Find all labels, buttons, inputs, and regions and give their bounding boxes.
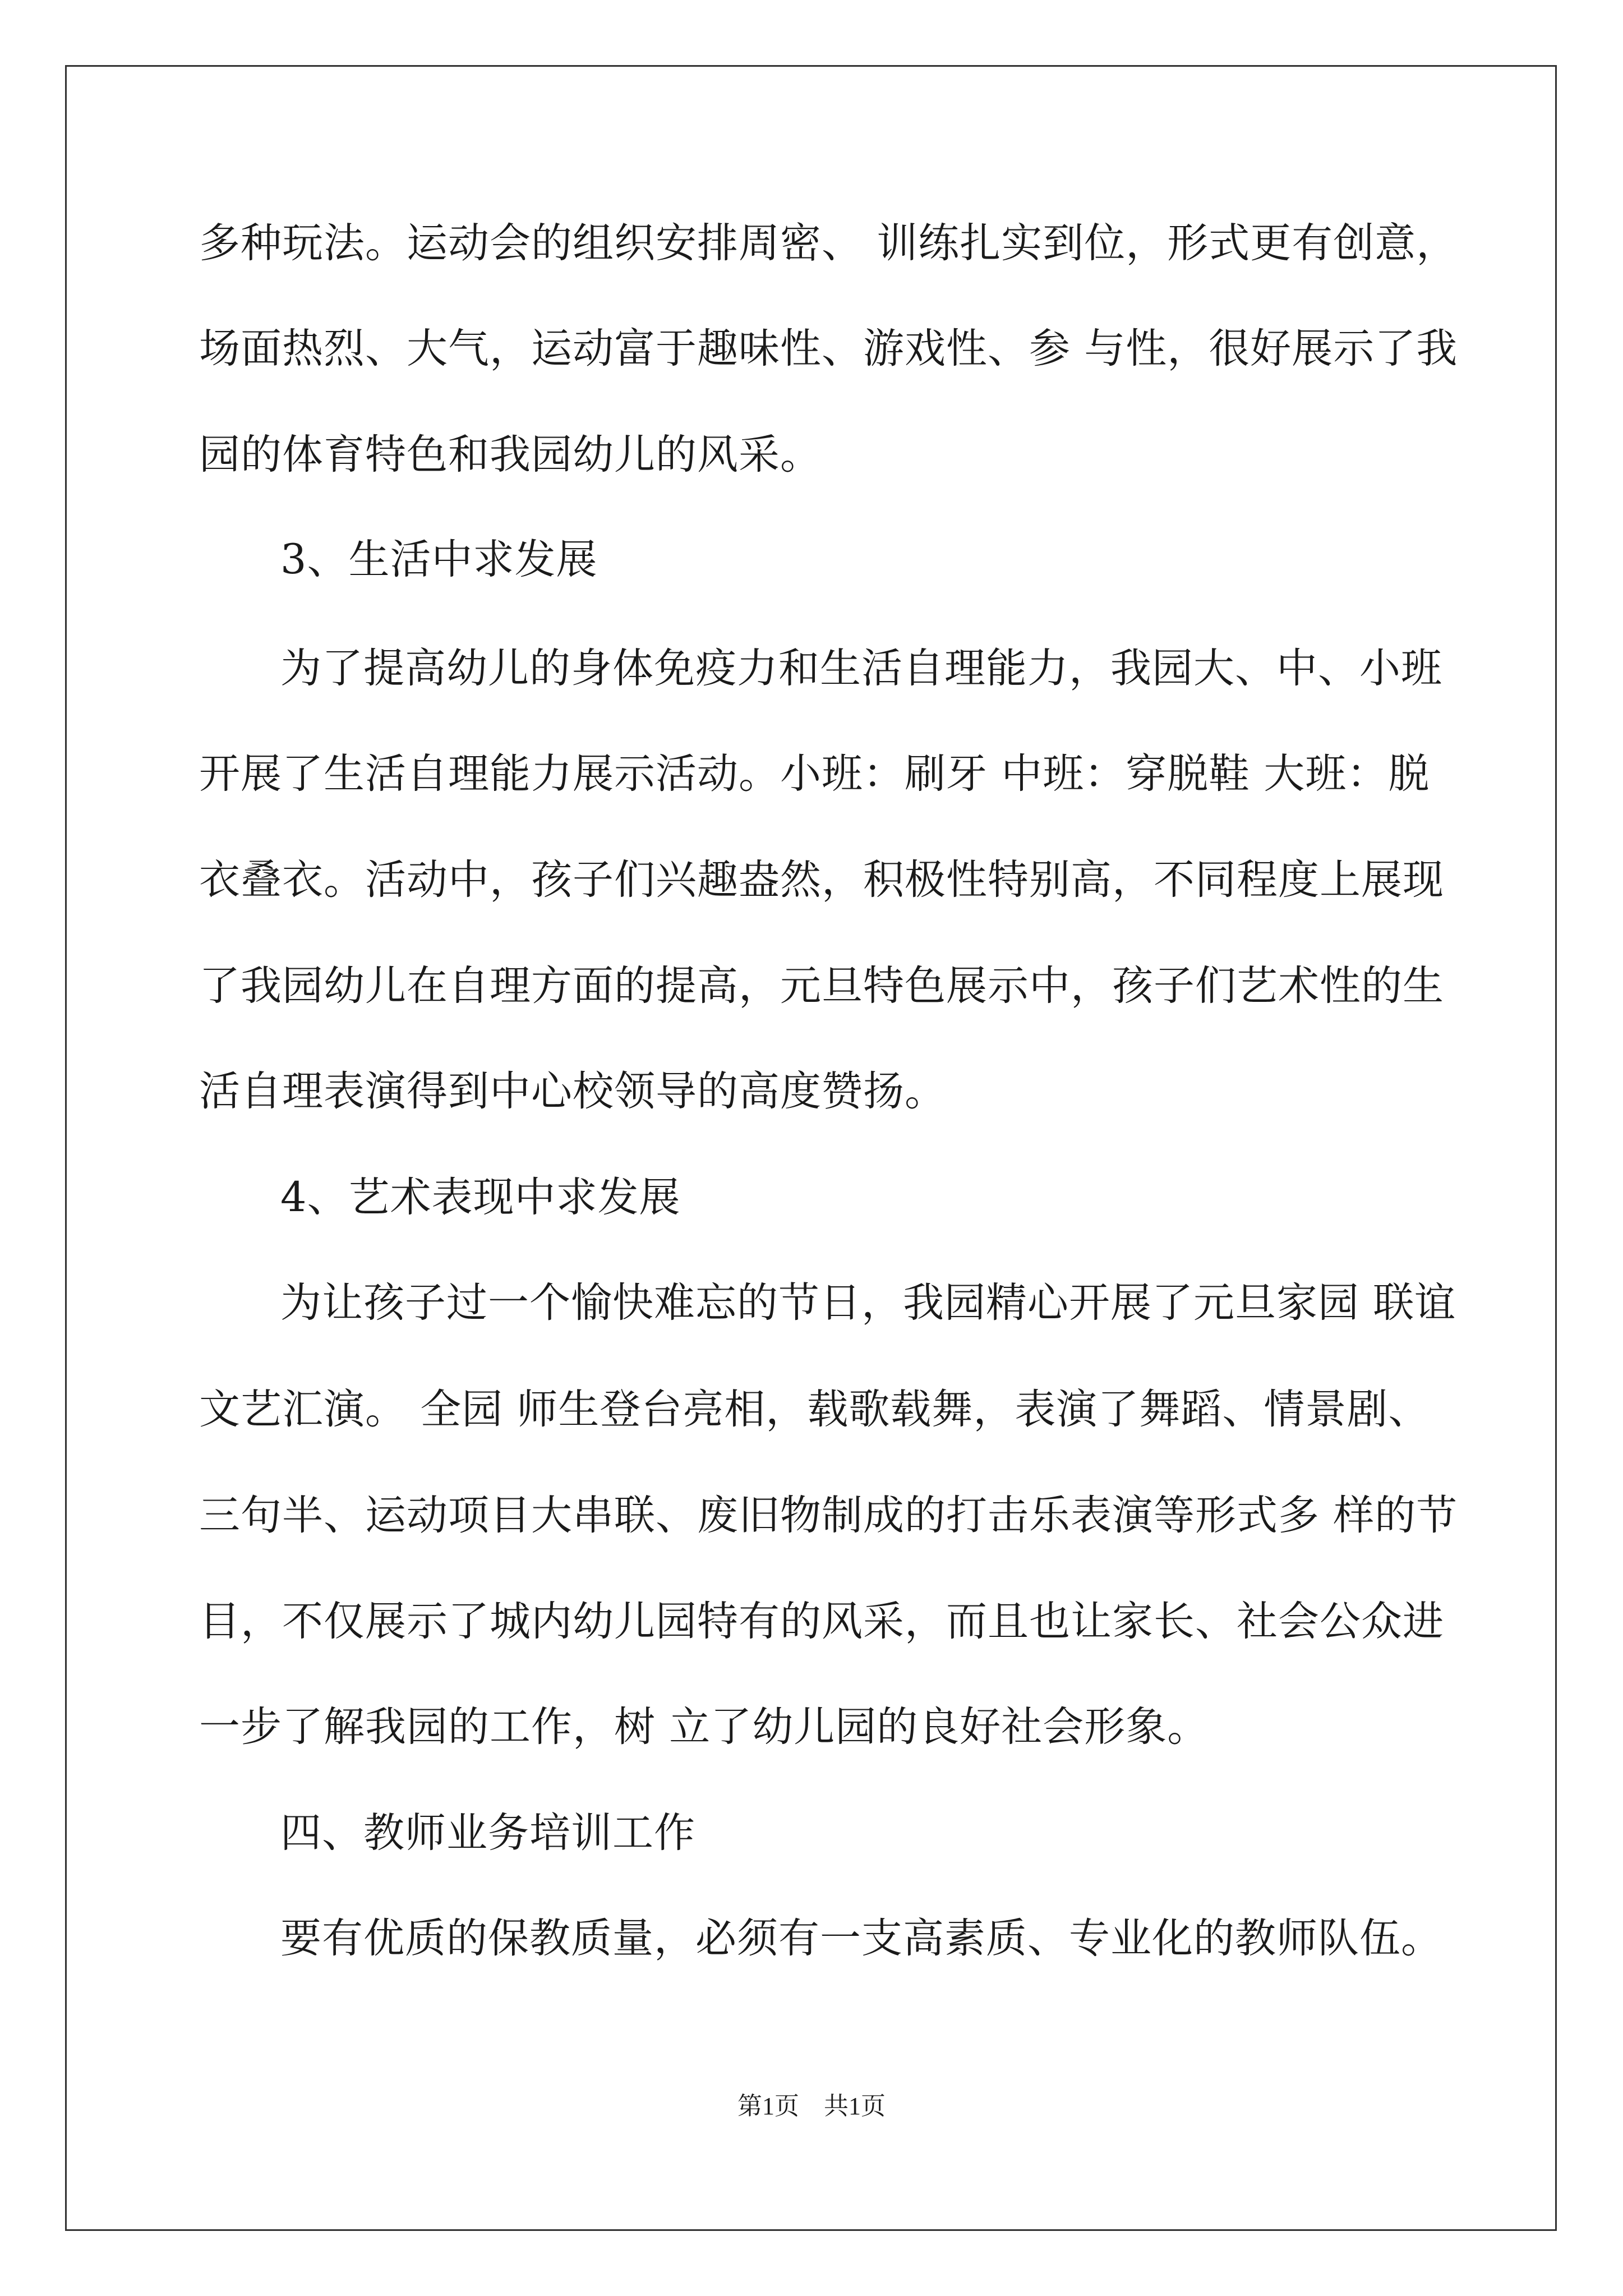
body-line-6: 开展了生活自理能力展示活动。小班：刷牙 中班：穿脱鞋 大班：脱	[199, 750, 1430, 798]
body-line-8: 了我园幼儿在自理方面的提高，元旦特色展示中，孩子们艺术性的生	[199, 962, 1444, 1010]
page-border	[65, 65, 1557, 2231]
section-heading-4: 4、艺术表现中求发展	[280, 1174, 681, 1221]
body-line-2: 场面热烈、大气，运动富于趣味性、游戏性、参 与性，很好展示了我	[199, 325, 1458, 372]
body-line-3: 园的体育特色和我园幼儿的风采。	[199, 431, 822, 478]
section-heading-3: 3、生活中求发展	[280, 536, 598, 583]
body-line-1: 多种玩法。运动会的组织安排周密、 训练扎实到位，形式更有创意，	[199, 219, 1458, 267]
body-line-9: 活自理表演得到中心校领导的高度赞扬。	[199, 1068, 946, 1115]
section-heading-four: 四、教师业务培训工作	[280, 1809, 695, 1857]
page-number-footer: 第1页 共1页	[737, 2092, 886, 2120]
body-line-11: 为让孩子过一个愉快难忘的节日，我园精心开展了元旦家园 联谊	[280, 1279, 1456, 1327]
body-line-17: 要有优质的保教质量，必须有一支高素质、专业化的教师队伍。	[280, 1915, 1442, 1962]
body-line-7: 衣叠衣。活动中，孩子们兴趣盎然，积极性特别高，不同程度上展现	[199, 856, 1444, 904]
body-line-15: 一步了解我园的工作，树 立了幼儿园的良好社会形象。	[199, 1703, 1209, 1751]
body-line-12: 文艺汇演。 全园 师生登台亮相，载歌载舞，表演了舞蹈、情景剧、	[199, 1386, 1430, 1433]
body-line-13: 三句半、运动项目大串联、废旧物制成的打击乐表演等形式多 样的节	[199, 1492, 1458, 1539]
body-line-14: 目，不仅展示了城内幼儿园特有的风采，而且也让家长、社会公众进	[199, 1598, 1444, 1645]
body-line-5: 为了提高幼儿的身体免疫力和生活自理能力，我园大、中、小班	[280, 645, 1442, 692]
